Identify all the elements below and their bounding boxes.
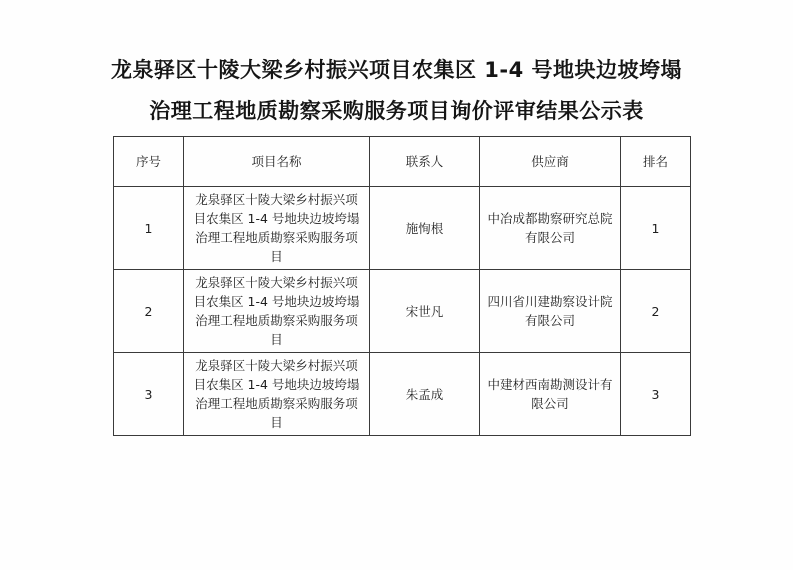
header-project-name: 项目名称 [184, 137, 370, 187]
cell-index: 1 [114, 187, 184, 270]
cell-contact: 宋世凡 [370, 270, 480, 353]
cell-contact: 施恂根 [370, 187, 480, 270]
cell-project-name: 龙泉驿区十陵大梁乡村振兴项目农集区 1-4 号地块边坡垮塌治理工程地质勘察采购服务项目 [184, 270, 370, 353]
cell-index: 2 [114, 270, 184, 353]
cell-project-name: 龙泉驿区十陵大梁乡村振兴项目农集区 1-4 号地块边坡垮塌治理工程地质勘察采购服务项目 [184, 187, 370, 270]
header-index: 序号 [114, 137, 184, 187]
table-row [114, 270, 691, 353]
cell-rank: 2 [621, 270, 691, 353]
table-header [114, 137, 691, 187]
document-title-line-2: 治理工程地质勘察采购服务项目询价评审结果公示表 [149, 99, 644, 123]
header-rank: 排名 [621, 137, 691, 187]
cell-contact: 朱孟成 [370, 353, 480, 436]
cell-rank: 3 [621, 353, 691, 436]
cell-supplier: 中建材西南勘测设计有限公司 [480, 353, 621, 436]
cell-rank: 1 [621, 187, 691, 270]
header-supplier: 供应商 [480, 137, 621, 187]
cell-supplier: 中冶成都勘察研究总院有限公司 [480, 187, 621, 270]
table-row [114, 187, 691, 270]
cell-index: 3 [114, 353, 184, 436]
header-row [114, 137, 691, 187]
cell-project-name: 龙泉驿区十陵大梁乡村振兴项目农集区 1-4 号地块边坡垮塌治理工程地质勘察采购服务项目 [184, 353, 370, 436]
result-table [113, 136, 691, 436]
table-body [114, 187, 691, 436]
cell-supplier: 四川省川建勘察设计院有限公司 [480, 270, 621, 353]
table-row [114, 353, 691, 436]
document-title-line-1: 龙泉驿区十陵大梁乡村振兴项目农集区 1-4 号地块边坡垮塌 [110, 58, 683, 82]
header-contact: 联系人 [370, 137, 480, 187]
